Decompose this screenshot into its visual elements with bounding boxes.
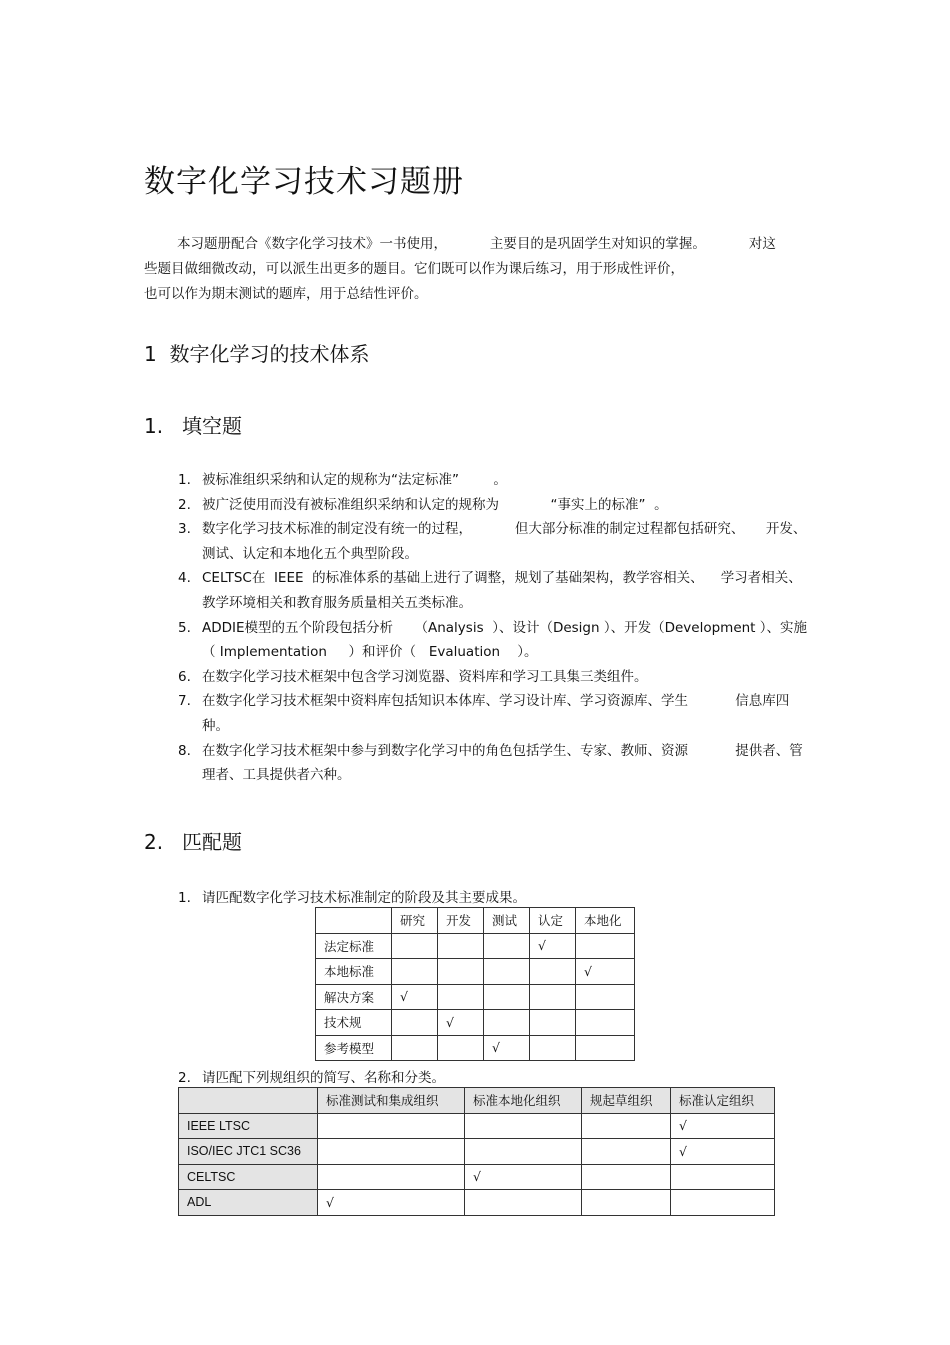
row-label: 解决方案 <box>316 984 392 1010</box>
table-cell <box>318 1139 465 1165</box>
table-cell: √ <box>484 1035 530 1061</box>
row-label: 法定标准 <box>316 933 392 959</box>
row-label: ISO/IEC JTC1 SC36 <box>179 1139 318 1165</box>
header-cell: 开发 <box>438 908 484 934</box>
table-header-row <box>179 1088 775 1114</box>
item-text: 被标准组织采纳和认定的规称为“法定标准” 。 <box>202 472 507 488</box>
row-label: 技术规 <box>316 1010 392 1036</box>
table-cell <box>582 1113 671 1139</box>
table-cell <box>465 1139 582 1165</box>
organization-matching-table <box>178 1087 775 1216</box>
table-cell <box>392 959 438 985</box>
header-cell: 标准测试和集成组织 <box>318 1088 465 1114</box>
table-cell <box>438 959 484 985</box>
table-cell: √ <box>392 984 438 1010</box>
question-text: 请匹配下列规组织的简写、名称和分类。 <box>202 1070 445 1086</box>
table-cell <box>576 1010 635 1036</box>
table-cell <box>484 1010 530 1036</box>
header-cell: 认定 <box>530 908 576 934</box>
header-cell: 标准认定组织 <box>671 1088 775 1114</box>
header-cell <box>179 1088 318 1114</box>
table-cell <box>576 933 635 959</box>
table-cell <box>392 1035 438 1061</box>
item-text: 在数字化学习技术框架中资料库包括知识本体库、学习设计库、学习资源库、学生 信息库四种。 <box>202 693 790 734</box>
table-cell <box>318 1164 465 1190</box>
table-cell: √ <box>671 1113 775 1139</box>
stage-matching-table <box>315 907 635 1061</box>
item-text: 在数字化学习技术框架中参与到数字化学习中的角色包括学生、专家、教师、资源 提供者、管理者、工具提供者六种。 <box>202 742 803 784</box>
table-row <box>179 1139 775 1165</box>
table-cell <box>392 933 438 959</box>
table-cell <box>484 933 530 959</box>
table-cell <box>671 1164 775 1190</box>
section-number: 2. <box>144 830 164 854</box>
table-cell <box>438 984 484 1010</box>
table-cell <box>530 1035 576 1061</box>
item-number: 8. <box>178 742 191 759</box>
item-text: CELTSC在 IEEE 的标准体系的基础上进行了调整，规划了基础架构，教学容相关、 学习者相关、教学环境相关和教育服务质量相关五类标准。 <box>202 570 802 611</box>
table-cell <box>465 1190 582 1216</box>
question-number: 1. <box>178 890 191 906</box>
table-row <box>179 1190 775 1216</box>
list-item <box>178 468 810 493</box>
table-cell: √ <box>671 1139 775 1165</box>
header-cell <box>316 908 392 934</box>
chapter-heading: 1 数字化学习的技术体系 <box>144 342 370 366</box>
list-item <box>178 493 810 518</box>
row-label: 本地标准 <box>316 959 392 985</box>
header-cell: 规起草组织 <box>582 1088 671 1114</box>
item-text: ADDIE模型的五个阶段包括分析 （Analysis ）、设计（Design ）、开发（Development ）、实施（ Implementation ）和评价（ Evaluation ）。 <box>202 619 808 661</box>
item-text: 被广泛使用而没有被标准组织采纳和认定的规称为 “事实上的标准” 。 <box>202 496 668 513</box>
section-label: 填空题 <box>182 414 242 438</box>
table-row <box>316 1010 635 1036</box>
section-number: 1. <box>144 414 164 438</box>
item-number: 4. <box>178 570 191 587</box>
table-cell <box>438 1035 484 1061</box>
table-cell <box>392 1010 438 1036</box>
table-cell <box>318 1113 465 1139</box>
row-label: ADL <box>179 1190 318 1216</box>
row-label: CELTSC <box>179 1164 318 1190</box>
table-cell <box>576 1035 635 1061</box>
item-number: 7. <box>178 693 191 710</box>
intro-line-2: 些题目做细微改动，可以派生出更多的题目。它们既可以作为课后练习，用于形成性评价， <box>144 261 684 277</box>
item-number: 3. <box>178 521 191 538</box>
document-title: 数字化学习技术习题册 <box>144 164 464 200</box>
list-item <box>178 616 810 665</box>
table-cell: √ <box>438 1010 484 1036</box>
item-number: 6. <box>178 668 191 685</box>
section-label: 匹配题 <box>182 830 242 854</box>
question-2 <box>178 1066 445 1086</box>
row-label: 参考模型 <box>316 1035 392 1061</box>
table-cell: √ <box>576 959 635 985</box>
table-cell <box>582 1139 671 1165</box>
table-row <box>316 984 635 1010</box>
question-text: 请匹配数字化学习技术标准制定的阶段及其主要成果。 <box>202 890 526 906</box>
section-heading-match <box>144 826 242 855</box>
table-row <box>179 1113 775 1139</box>
item-number: 2. <box>178 496 191 513</box>
question-number: 2. <box>178 1070 191 1086</box>
item-number: 5. <box>178 619 191 636</box>
table-cell: √ <box>530 933 576 959</box>
table-row <box>316 959 635 985</box>
table-cell: √ <box>465 1164 582 1190</box>
table-cell <box>576 984 635 1010</box>
header-cell: 研究 <box>392 908 438 934</box>
question-1 <box>178 886 526 906</box>
table-row <box>179 1164 775 1190</box>
table-row <box>316 933 635 959</box>
table-cell <box>465 1113 582 1139</box>
item-number: 1. <box>178 472 191 488</box>
list-item <box>178 739 810 788</box>
table-cell <box>530 984 576 1010</box>
table-cell <box>582 1164 671 1190</box>
intro-line-3: 也可以作为期末测试的题库，用于总结性评价。 <box>144 286 428 302</box>
table-cell <box>484 959 530 985</box>
header-cell: 本地化 <box>576 908 635 934</box>
header-cell: 测试 <box>484 908 530 934</box>
list-item <box>178 566 810 615</box>
item-text: 在数字化学习技术框架中包含学习浏览器、资料库和学习工具集三类组件。 <box>202 668 648 685</box>
list-item <box>178 689 810 738</box>
table-row <box>316 1035 635 1061</box>
table-header-row <box>316 908 635 934</box>
list-item <box>178 517 810 566</box>
header-cell: 标准本地化组织 <box>465 1088 582 1114</box>
intro-paragraph <box>144 232 808 307</box>
item-text: 数字化学习技术标准的制定没有统一的过程， 但大部分标准的制定过程都包括研究、 开发、测试、认定和本地化五个典型阶段。 <box>202 521 807 562</box>
row-label: IEEE LTSC <box>179 1113 318 1139</box>
list-item <box>178 665 810 690</box>
table-cell <box>484 984 530 1010</box>
table-cell <box>438 933 484 959</box>
table-cell <box>530 959 576 985</box>
table-cell <box>530 1010 576 1036</box>
table-cell: √ <box>318 1190 465 1216</box>
section-heading-fill <box>144 410 242 439</box>
table-cell <box>671 1190 775 1216</box>
table-cell <box>582 1190 671 1216</box>
intro-line-1: 本习题册配合《数字化学习技术》一书使用， 主要目的是巩固学生对知识的掌握。 对这 <box>177 236 776 252</box>
fill-in-list <box>178 468 810 788</box>
